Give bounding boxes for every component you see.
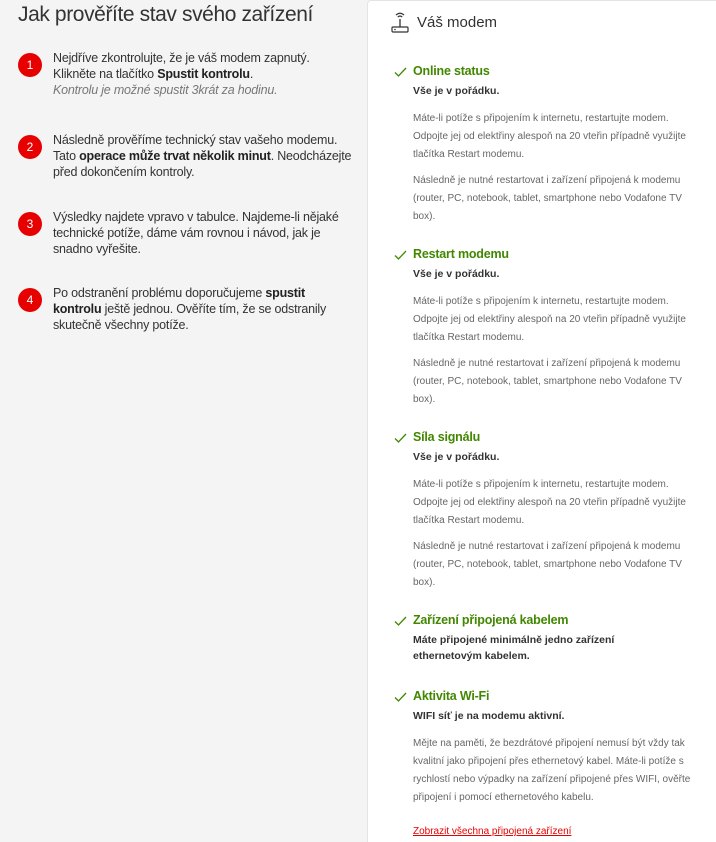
show-connected-devices-link[interactable]: Zobrazit všechna připojená zařízení bbox=[413, 826, 572, 837]
check-state: Vše je v pořádku. bbox=[413, 85, 500, 97]
check-advice: Máte-li potíže s připojením k internetu, restartujte modem. Odpojte jej od elektřiny alespoň na 20 vteřin případně využijte tlačítka Restart modemu. bbox=[413, 479, 686, 526]
check-icon bbox=[394, 691, 407, 703]
check-advice: Následně je nutné restartovat i zařízení připojená k modemu (router, PC, notebook, tablet, smartphone nebo Vodafone TV box). bbox=[413, 358, 682, 405]
check-name: Restart modemu bbox=[413, 247, 509, 261]
rate-limit-note: Kontrolu je možné spustit 3krát za hodinu. bbox=[53, 83, 278, 97]
step-number-badge: 1 bbox=[18, 53, 42, 77]
step-text: Následně prověříme technický stav vašeho modemu. Tato operace může trvat několik minut. Neodcházejte před dokončením kontroly. bbox=[53, 133, 352, 179]
check-advice: Následně je nutné restartovat i zařízení připojená k modemu (router, PC, notebook, tablet, smartphone nebo Vodafone TV box). bbox=[413, 175, 682, 222]
check-name: Síla signálu bbox=[413, 430, 481, 444]
router-icon bbox=[390, 12, 410, 34]
check-advice: Máte-li potíže s připojením k internetu, restartujte modem. Odpojte jej od elektřiny alespoň na 20 vteřin případně využijte tlačítka Restart modemu. bbox=[413, 296, 686, 343]
check-icon bbox=[394, 66, 407, 78]
check-advice: Máte-li potíže s připojením k internetu, restartujte modem. Odpojte jej od elektřiny alespoň na 20 vteřin případně využijte tlačítka Restart modemu. bbox=[413, 113, 686, 160]
check-advice: Následně je nutné restartovat i zařízení připojená k modemu (router, PC, notebook, tablet, smartphone nebo Vodafone TV box). bbox=[413, 541, 682, 588]
page-title: Jak prověříte stav svého zařízení bbox=[18, 3, 313, 26]
step-text: Výsledky najdete vpravo v tabulce. Najdeme-li nějaké technické potíže, dáme vám rovnou i návod, jak je snadno vyřešite. bbox=[53, 210, 339, 256]
check-state: WIFI síť je na modemu aktivní. bbox=[413, 710, 565, 722]
check-name: Aktivita Wi-Fi bbox=[413, 689, 490, 703]
step-number-badge: 3 bbox=[18, 212, 42, 236]
check-advice: Mějte na paměti, že bezdrátové připojení nemusí být vždy tak kvalitní jako připojení přes ethernetový kabel. Máte-li potíže s rychlostí nebo výpadky na zařízení připojené přes WIFI, ověřte připojení i pomocí ethernetového kabelu. bbox=[413, 738, 691, 803]
check-icon bbox=[394, 432, 407, 444]
step-number-badge: 2 bbox=[18, 135, 42, 159]
check-state: Máte připojené minimálně jedno zařízení ethernetovým kabelem. bbox=[413, 634, 615, 662]
panel-title: Váš modem bbox=[417, 14, 498, 31]
step-text: Nejdříve zkontrolujte, že je váš modem zapnutý. Klikněte na tlačítko Spustit kontrolu. Kontrolu je možné spustit 3krát za hodinu. bbox=[53, 50, 353, 98]
check-name: Zařízení připojená kabelem bbox=[413, 613, 569, 627]
check-state: Vše je v pořádku. bbox=[413, 268, 500, 280]
modem-status-panel bbox=[367, 0, 716, 842]
check-icon bbox=[394, 249, 407, 261]
step-text: Po odstranění problému doporučujeme spustit kontrolu ještě jednou. Ověříte tím, že se odstranily skutečně všechny potíže. bbox=[53, 286, 327, 332]
panel-header bbox=[390, 11, 710, 37]
check-icon bbox=[394, 615, 407, 627]
check-name: Online status bbox=[413, 64, 490, 78]
step-number-badge: 4 bbox=[18, 288, 42, 312]
check-state: Vše je v pořádku. bbox=[413, 451, 500, 463]
